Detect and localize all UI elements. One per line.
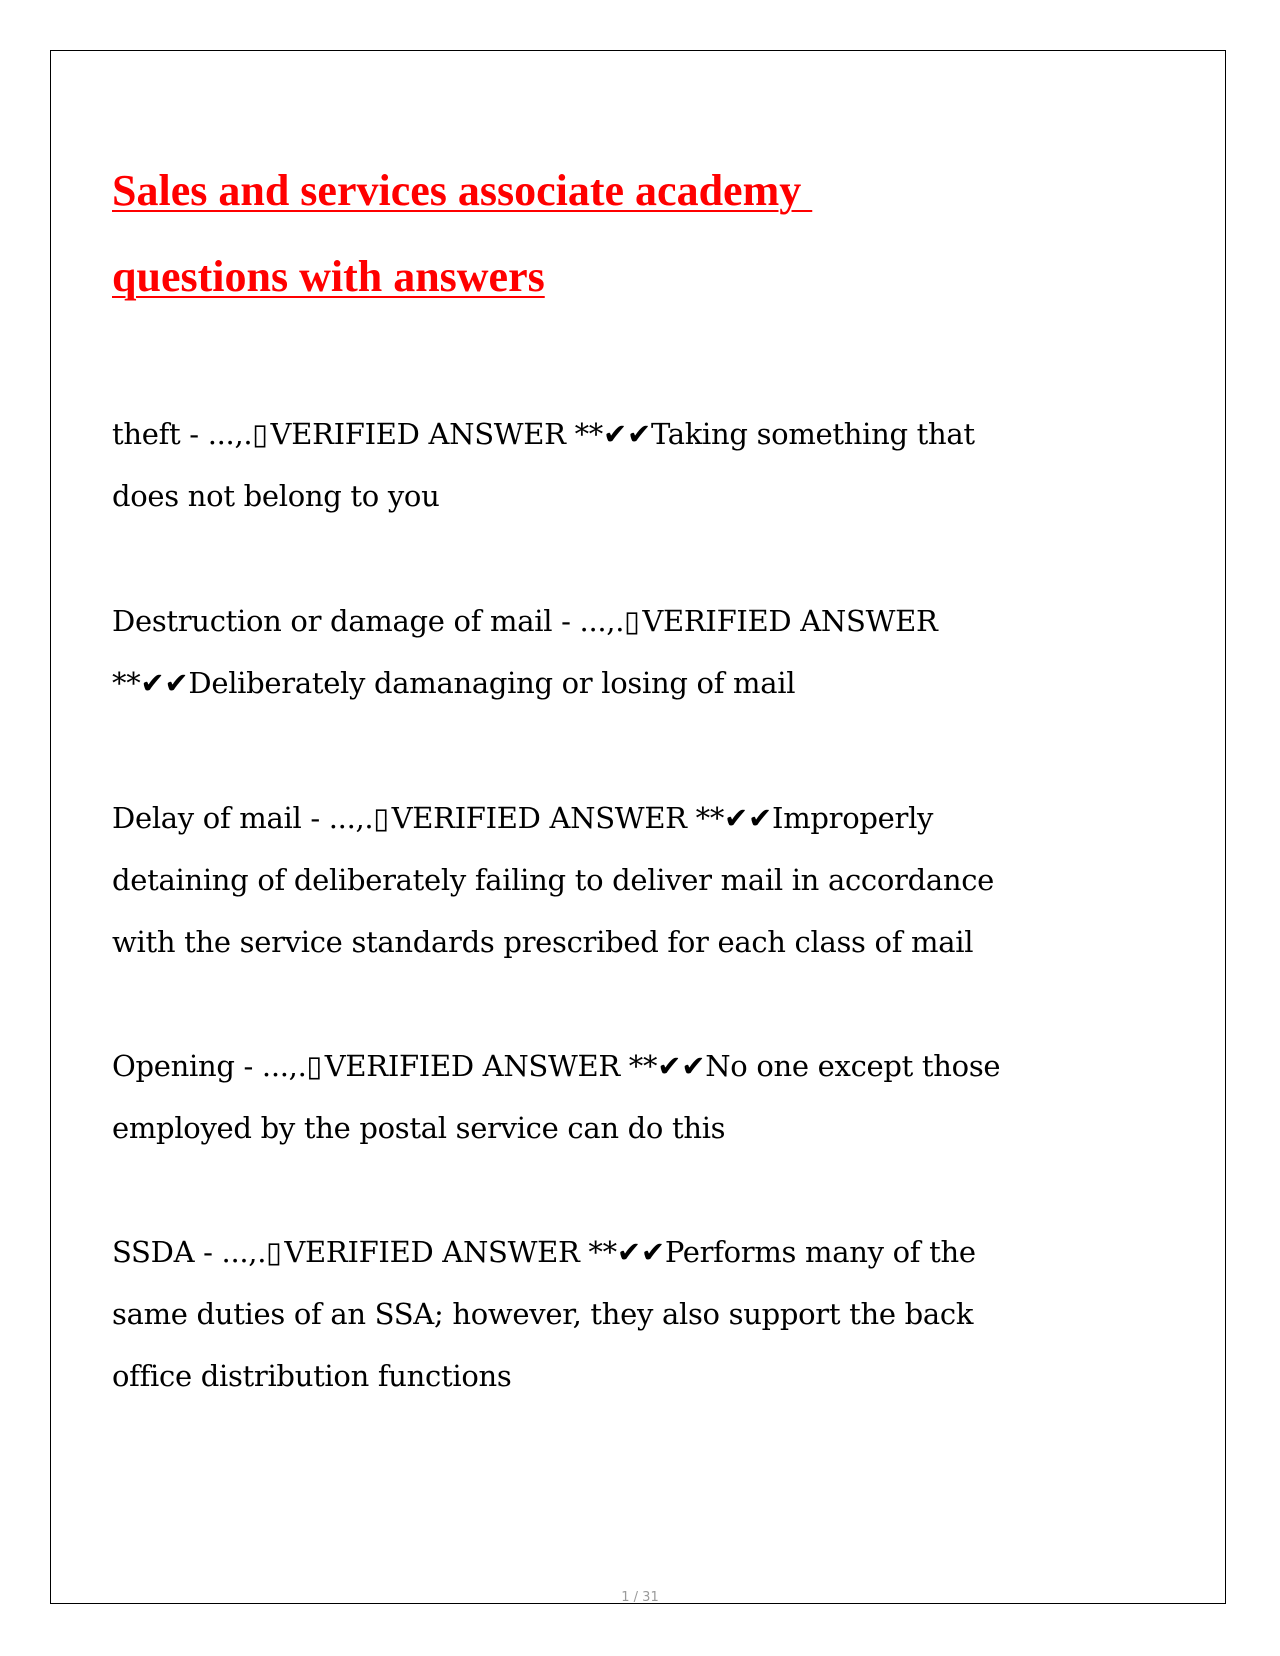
qa-item-delay-of-mail — [112, 787, 1112, 973]
qa-line: does not belong to you — [112, 479, 440, 513]
document-title — [112, 148, 1112, 320]
qa-line: theft - ...,.▯ VERIFIED ANSWER **✔✔Taking something that — [112, 417, 975, 451]
qa-line: employed by the postal service can do this — [112, 1111, 726, 1145]
title-line: questions with answers — [112, 252, 545, 301]
qa-line: Opening - ...,.▯ VERIFIED ANSWER **✔✔No one except those — [112, 1049, 1001, 1083]
qa-line: Destruction or damage of mail - ...,.▯ VERIFIED ANSWER — [112, 604, 938, 638]
qa-item-destruction-of-mail — [112, 590, 1112, 714]
qa-line: same duties of an SSA; however, they also support the back — [112, 1297, 974, 1331]
qa-line: SSDA - ...,.▯ VERIFIED ANSWER **✔✔Performs many of the — [112, 1235, 976, 1269]
title-line: Sales and services associate academy — [112, 166, 813, 215]
qa-line: Delay of mail - ...,.▯ VERIFIED ANSWER **✔✔Improperly — [112, 801, 934, 835]
qa-line: detaining of deliberately failing to deliver mail in accordance — [112, 863, 995, 897]
qa-line: office distribution functions — [112, 1359, 512, 1393]
qa-item-opening — [112, 1035, 1112, 1159]
page-number: 1 / 31 — [621, 1590, 659, 1605]
qa-line: with the service standards prescribed for each class of mail — [112, 925, 974, 959]
qa-line: **✔✔Deliberately damanaging or losing of mail — [112, 666, 796, 700]
qa-item-ssda — [112, 1221, 1112, 1407]
qa-item-theft — [112, 403, 1112, 527]
